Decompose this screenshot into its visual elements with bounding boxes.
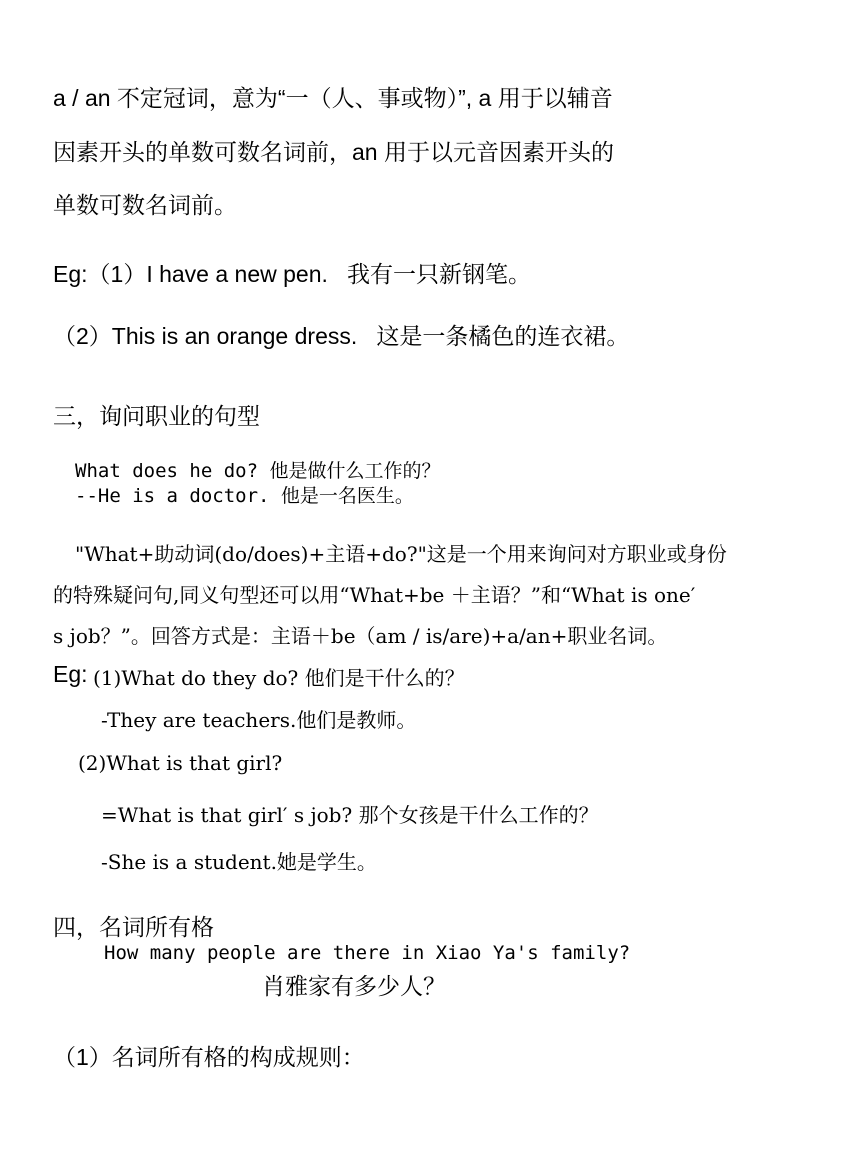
article-example-2: （2）This is an orange dress. 这是一条橘色的连衣裙。 [53, 323, 630, 349]
job-example-3: (2)What is that girl? [78, 751, 283, 775]
explanation-line-3: s job？”。回答方式是：主语＋be（am / is/are)+a/an+职业名词。 [53, 624, 668, 648]
eg-label: Eg: [53, 661, 88, 687]
explanation-line-2: 的特殊疑问句,同义句型还可以用“What+be ＋主语？”和“What is one′ [53, 583, 696, 607]
section3-heading: 三，询问职业的句型 [53, 403, 260, 429]
possessive-translation: 肖雅家有多少人？ [262, 973, 446, 999]
explanation-line-1: "What+助动词(do/does)+主语+do?"这是一个用来询问对方职业或身份 [75, 542, 727, 566]
possessive-rules-heading: （1）名词所有格的构成规则： [53, 1044, 365, 1070]
possessive-question: How many people are there in Xiao Ya's family? [104, 942, 631, 964]
job-example-5: -She is a student.她是学生。 [101, 850, 377, 874]
job-example-2: -They are teachers.他们是教师。 [101, 708, 417, 732]
article-intro-line-3: 单数可数名词前。 [53, 192, 237, 218]
job-example-1: (1)What do they do? 他们是干什么的？ [93, 666, 465, 690]
article-intro-line-2: 因素开头的单数可数名词前，an 用于以元音因素开头的 [53, 139, 614, 165]
dialogue-answer: --He is a doctor. 他是一名医生。 [75, 485, 414, 507]
dialogue-question: What does he do? 他是做什么工作的？ [75, 460, 441, 482]
article-intro-line-1: a / an 不定冠词，意为“一（人、事或物）”, a 用于以辅音 [53, 85, 613, 111]
section4-heading: 四，名词所有格 [53, 914, 214, 940]
job-example-4: =What is that girl′ s job? 那个女孩是干什么工作的？ [101, 803, 599, 827]
article-example-1: Eg:（1）I have a new pen. 我有一只新钢笔。 [53, 261, 532, 287]
